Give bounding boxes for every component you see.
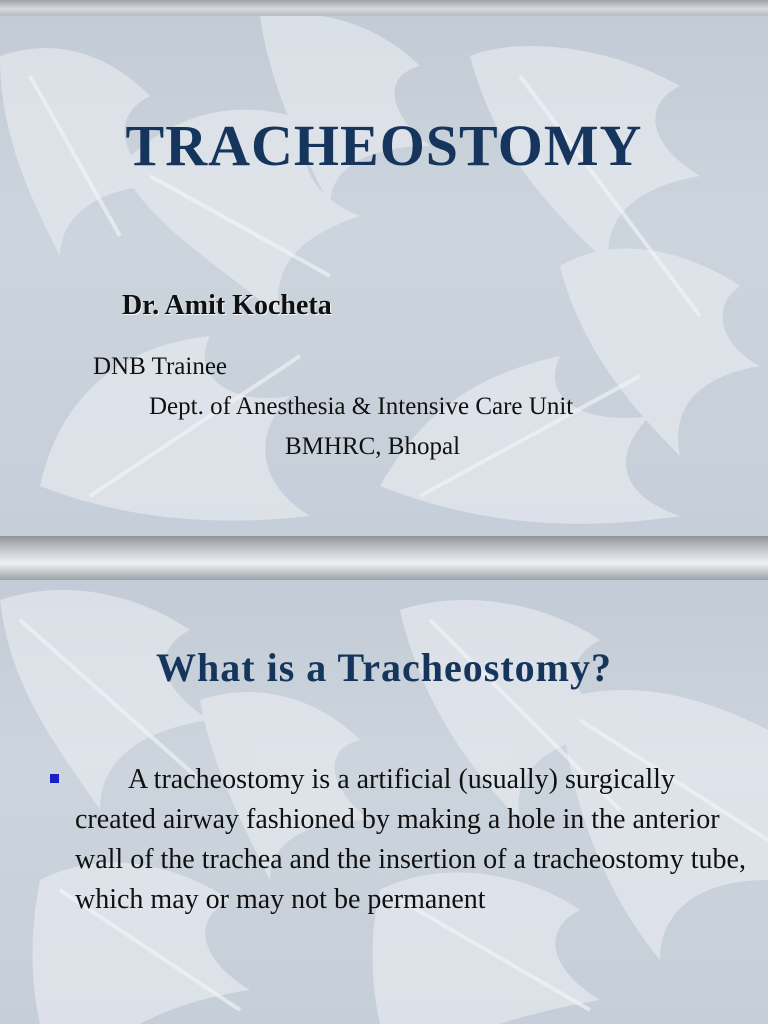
slide-title bbox=[0, 16, 768, 536]
slide-definition bbox=[0, 580, 768, 1024]
top-divider bbox=[0, 0, 768, 16]
author-department: Dept. of Anesthesia & Intensive Care Unit bbox=[149, 393, 574, 420]
author-institution: BMHRC, Bhopal bbox=[285, 433, 461, 460]
definition-text: A tracheostomy is a artificial (usually) surgically created airway fashioned by making a hole in the anterior wall of the trachea and the insertion of a tracheostomy tube, which may or may not be permanent bbox=[75, 764, 746, 915]
bullet-square-icon bbox=[50, 774, 59, 783]
slide-divider bbox=[0, 536, 768, 580]
definition-paragraph bbox=[75, 760, 755, 920]
slide-title-heading: TRACHEOSTOMY bbox=[125, 113, 643, 178]
slide-definition-heading: What is a Tracheostomy? bbox=[156, 645, 612, 690]
author-name: Dr. Amit Kocheta bbox=[122, 290, 332, 321]
author-role: DNB Trainee bbox=[93, 353, 228, 380]
